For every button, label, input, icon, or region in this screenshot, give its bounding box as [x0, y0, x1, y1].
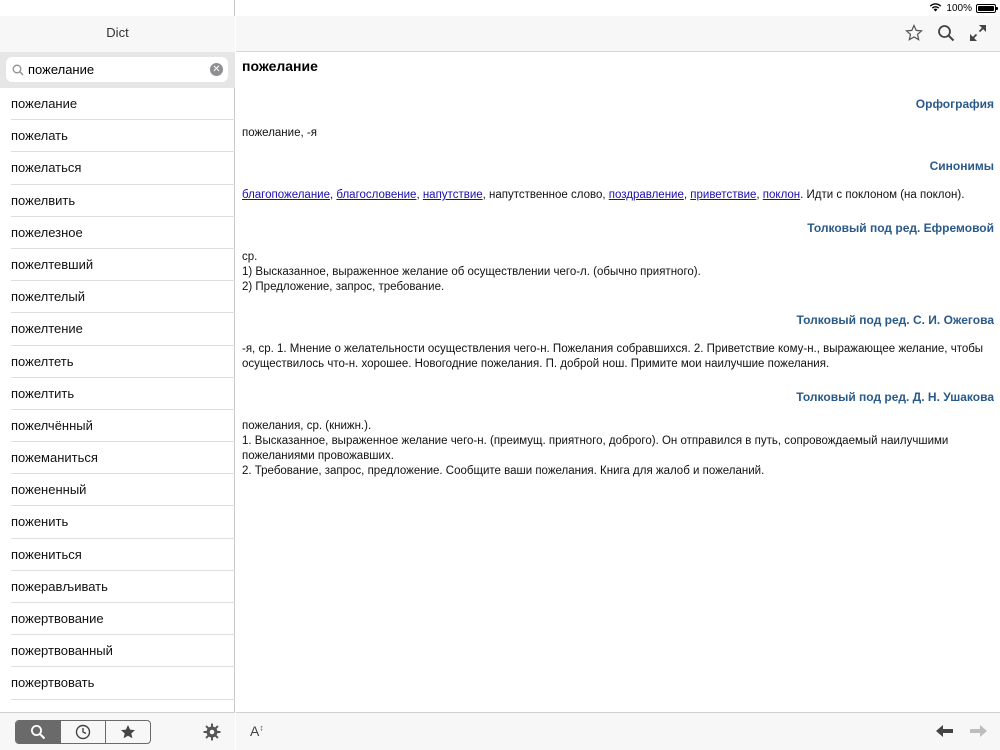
- word-list-item[interactable]: пожеманиться: [0, 442, 235, 474]
- definition-line: пожелания, ср. (книжн.).: [242, 420, 372, 432]
- wifi-icon: [929, 2, 942, 15]
- synonym-tail: . Идти с поклоном (на поклон).: [800, 189, 965, 201]
- history-tab[interactable]: [61, 721, 106, 743]
- font-size-arrows-icon: ↕: [259, 723, 264, 733]
- search-field[interactable]: [6, 57, 228, 82]
- word-list: [0, 88, 235, 712]
- favorites-tab[interactable]: [106, 721, 150, 743]
- word-list-item[interactable]: пожелтевший: [0, 249, 235, 281]
- forward-arrow-icon[interactable]: [969, 724, 987, 743]
- synonym-link[interactable]: благословение: [336, 189, 417, 201]
- sidebar-footer: [0, 712, 235, 750]
- headword: пожелание: [242, 58, 318, 74]
- search-icon[interactable]: [937, 24, 955, 47]
- word-list-item[interactable]: пожелчённый: [0, 410, 235, 442]
- synonyms-section-title: Синонимы: [929, 159, 994, 173]
- word-list-item[interactable]: пожертвовать: [0, 667, 235, 699]
- expand-icon[interactable]: [969, 24, 987, 47]
- font-size-label: A: [250, 723, 260, 739]
- main-toolbar: [236, 16, 1000, 52]
- sidebar: [0, 0, 235, 750]
- synonym-plain: напутственное слово: [489, 189, 603, 201]
- synonyms-text: благопожелание, благословение, напутствие, напутственное слово, поздравление, приветствие, поклон. Идти с поклоном (на поклон).: [242, 189, 965, 201]
- star-icon: [120, 724, 136, 740]
- word-list-item[interactable]: пожениться: [0, 539, 235, 571]
- sidebar-title: Dict: [0, 16, 235, 52]
- battery-icon: [976, 4, 996, 13]
- gear-icon[interactable]: [203, 723, 221, 746]
- battery-fill: [978, 6, 994, 11]
- ozhegov-text: -я, ср. 1. Мнение о желательности осуществления чего-н. Пожелания собравшихся. 2. Приветствие кому-н., выражающее желание, чтобы осуществилось что-н. хорошее. Новогодние пожелания. П. доброй нош. Примите мои наилучшие пожелания.: [242, 343, 984, 370]
- definition-line: 1) Высказанное, выраженное желание об осуществлении чего-л. (обычно приятного).: [242, 266, 701, 278]
- synonym-link[interactable]: благопожелание: [242, 189, 330, 201]
- synonym-link[interactable]: поклон: [762, 189, 801, 201]
- status-right: [929, 2, 996, 15]
- word-list-item[interactable]: пожелтение: [0, 313, 235, 345]
- ozhegov-section-title: Толковый под ред. С. И. Ожегова: [796, 313, 994, 327]
- definition-line: 2. Требование, запрос, предложение. Сообщите ваши пожелания. Книга для жалоб и пожеланий.: [242, 465, 765, 477]
- synonym-link[interactable]: приветствие: [690, 189, 757, 201]
- word-list-item[interactable]: пожерављивать: [0, 571, 235, 603]
- search-icon: [8, 64, 28, 76]
- word-list-item[interactable]: пожененный: [0, 474, 235, 506]
- word-list-item[interactable]: пожертвование: [0, 603, 235, 635]
- search-input[interactable]: [28, 62, 210, 77]
- definition-line: 2) Предложение, запрос, требование.: [242, 281, 445, 293]
- word-list-item[interactable]: пожелание: [0, 88, 235, 120]
- spelling-text: пожелание, -я: [242, 127, 317, 139]
- efremova-text: [242, 250, 994, 295]
- mode-segmented-control: [15, 720, 151, 744]
- synonym-link[interactable]: поздравление: [608, 189, 684, 201]
- spelling-section-title: Орфография: [915, 97, 994, 111]
- entry-content: [242, 52, 994, 712]
- definition-line: 1. Высказанное, выраженное желание чего-н. (преимущ. приятного, доброго). Он отправился в путь, сопровождаемый наилучшими пожеланиями провожавших.: [242, 435, 949, 462]
- word-list-item[interactable]: пожелтеть: [0, 346, 235, 378]
- search-tab[interactable]: [16, 721, 61, 743]
- search-icon: [30, 724, 46, 740]
- ushakov-section-title: Толковый под ред. Д. Н. Ушакова: [796, 390, 994, 404]
- search-bar: [0, 52, 235, 88]
- clock-icon: [75, 724, 91, 740]
- word-list-item[interactable]: пожертвованный: [0, 635, 235, 667]
- definition-line: ср.: [242, 251, 258, 263]
- word-list-item[interactable]: пожелезное: [0, 217, 235, 249]
- efremova-section-title: Толковый под ред. Ефремовой: [807, 221, 994, 235]
- synonym-link[interactable]: напутствие: [422, 189, 483, 201]
- word-list-item[interactable]: пожелаться: [0, 152, 235, 184]
- word-list-item[interactable]: пожелвить: [0, 185, 235, 217]
- back-arrow-icon[interactable]: [936, 724, 954, 743]
- word-list-item[interactable]: поженить: [0, 506, 235, 538]
- clear-icon[interactable]: ✕: [210, 63, 223, 76]
- font-size-button[interactable]: [250, 723, 263, 739]
- word-list-item[interactable]: пожелтить: [0, 378, 235, 410]
- word-list-item[interactable]: пожелтелый: [0, 281, 235, 313]
- ushakov-text: [242, 419, 994, 479]
- main-footer: [236, 712, 1000, 750]
- word-list-item[interactable]: пожелать: [0, 120, 235, 152]
- favorite-star-icon[interactable]: [905, 24, 923, 47]
- battery-percent: 100%: [946, 3, 972, 14]
